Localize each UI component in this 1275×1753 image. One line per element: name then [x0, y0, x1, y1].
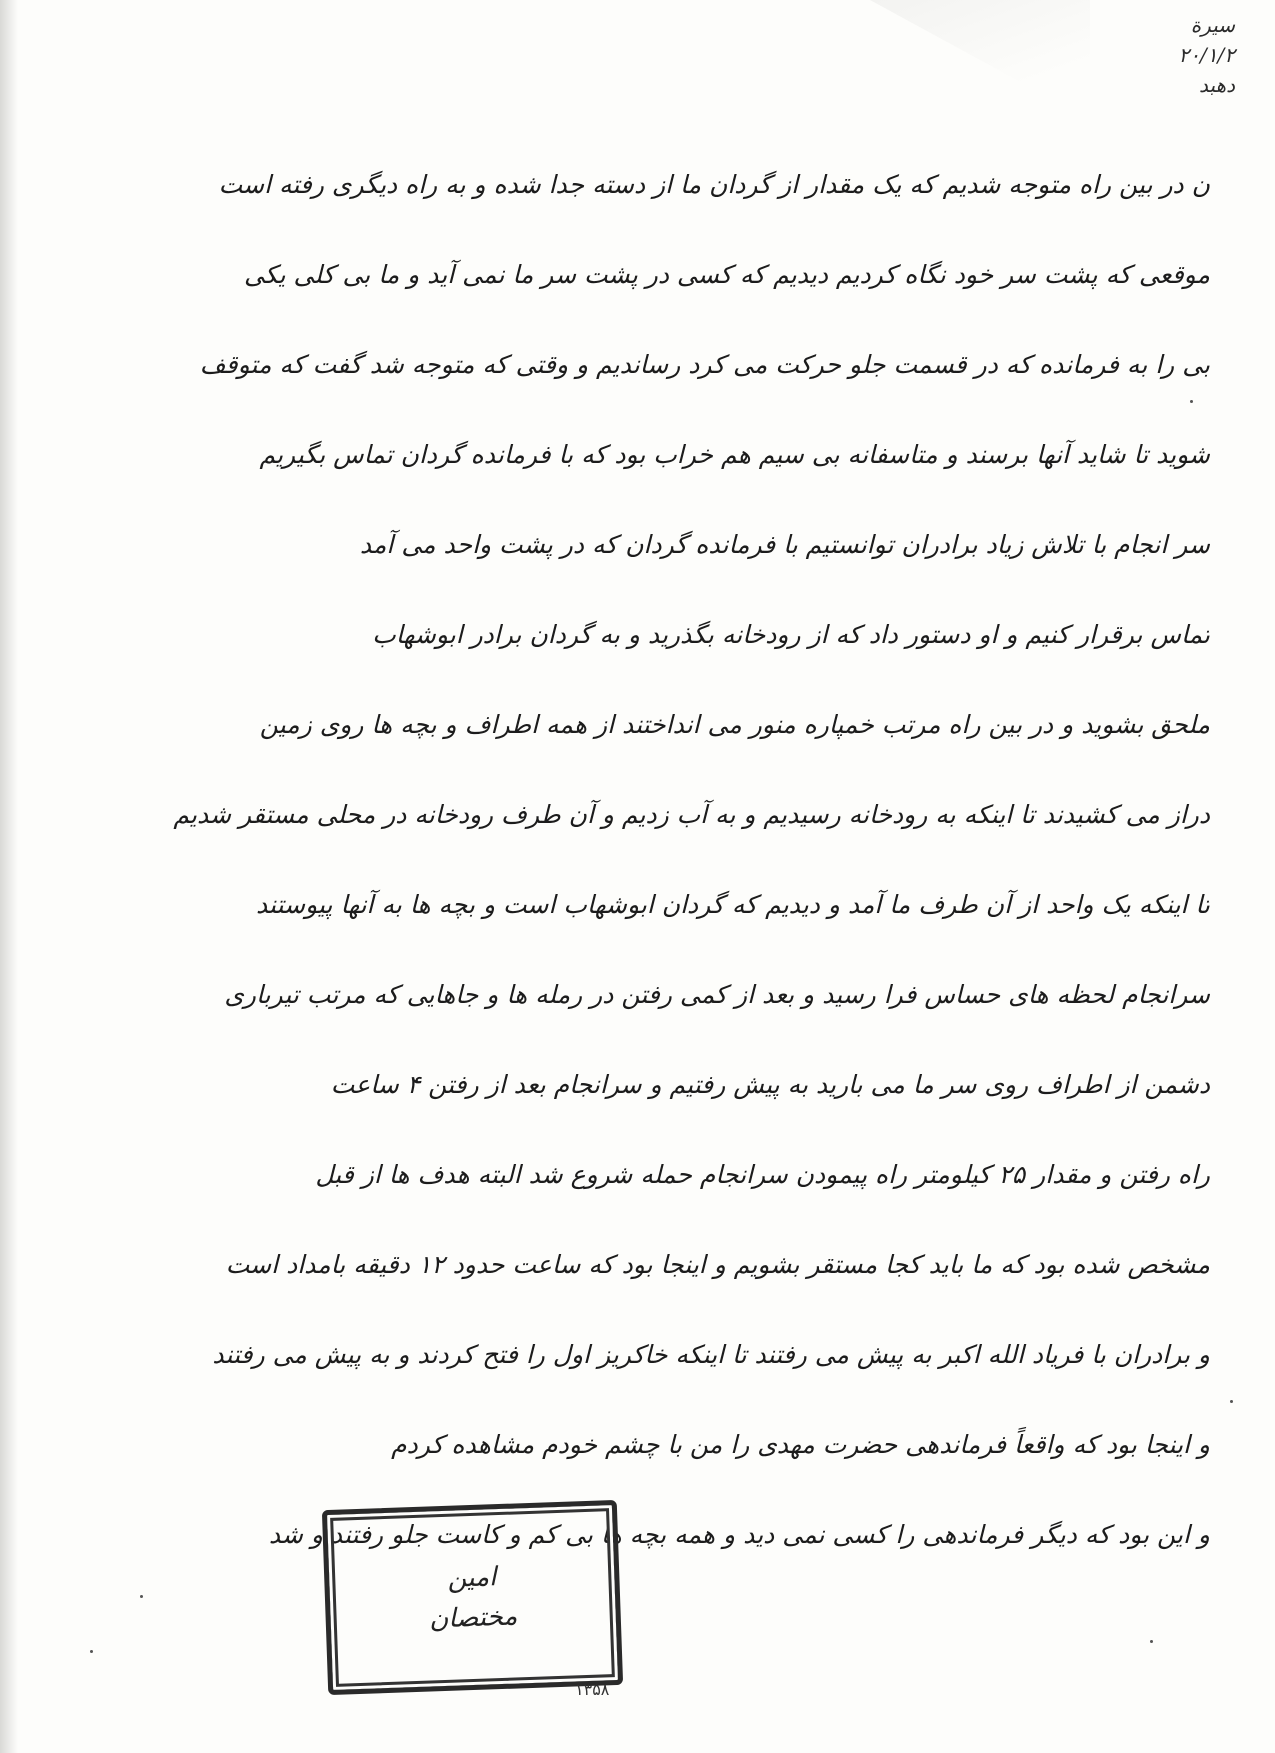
body-line-9: تا اینکه یک واحد از آن طرف ما آمد و دیدیم که گردان ابوشهاب است و بچه ها به آنها پیوستند — [255, 890, 1210, 919]
scan-speck — [1190, 400, 1193, 403]
scan-speck — [140, 1595, 143, 1598]
stamp-year: ۱۳۵۸ — [575, 1680, 610, 1699]
stamp-line-2: مختصان — [428, 1600, 518, 1635]
body-line-12: راه رفتن و مقدار ۲۵ کیلومتر راه پیمودن سرانجام حمله شروع شد البته هدف ها از قبل — [315, 1160, 1210, 1189]
header-line-3: دهبد — [1199, 73, 1235, 97]
body-line-14: و برادران با فریاد الله اکبر به پیش می رفتند تا اینکه خاکریز اول را فتح کردند و به پیش می رفتند — [212, 1340, 1210, 1369]
body-line-4: شوید تا شاید آنها برسند و متاسفانه بی سیم هم خراب بود که با فرمانده گردان تماس بگیریم — [259, 440, 1210, 469]
body-line-13: مشخص شده بود که ما باید کجا مستقر بشویم و اینجا بود که ساعت حدود ۱۲ دقیقه بامداد است — [225, 1250, 1210, 1279]
body-line-7: ملحق بشوید و در بین راه مرتب خمپاره منور می انداختند از همه اطراف و بچه ها روی زمین — [259, 710, 1210, 739]
stamp-line-1: امین — [446, 1561, 497, 1594]
body-line-2: موقعی که پشت سر خود نگاه کردیم دیدیم که کسی در پشت سر ما نمی آید و ما بی کلی یکی — [243, 260, 1210, 289]
body-line-11: دشمن از اطراف روی سر ما می بارید به پیش رفتیم و سرانجام بعد از رفتن ۴ ساعت — [330, 1070, 1210, 1099]
body-line-16: و این بود که دیگر فرماندهی را کسی نمی دید و همه بچه ها بی کم و کاست جلو رفتند و شد — [268, 1520, 1210, 1549]
scan-speck — [90, 1650, 93, 1653]
body-line-6: تماس برقرار کنیم و او دستور داد که از رودخانه بگذرید و به گردان برادر ابوشهاب — [372, 620, 1210, 649]
header-line-2: ۲۰/۱/۲ — [1178, 43, 1235, 67]
scan-speck — [1150, 1640, 1153, 1643]
header-note — [935, 10, 1235, 100]
archive-stamp — [322, 1500, 623, 1695]
body-line-8: دراز می کشیدند تا اینکه به رودخانه رسیدیم و به آب زدیم و آن طرف رودخانه در محلی مستقر شدیم — [173, 800, 1210, 829]
body-line-3: بی را به فرمانده که در قسمت جلو حرکت می کرد رساندیم و وقتی که متوجه شد گفت که متوقف — [199, 350, 1210, 379]
body-line-1: ن در بین راه متوجه شدیم که یک مقدار از گردان ما از دسته جدا شده و به راه دیگری رفته است — [218, 170, 1210, 199]
scan-speck — [1230, 1400, 1233, 1403]
body-line-15: و اینجا بود که واقعاً فرماندهی حضرت مهدی را من با چشم خودم مشاهده کردم — [391, 1430, 1210, 1459]
body-line-10: سرانجام لحظه های حساس فرا رسید و بعد از کمی رفتن در رمله ها و جاهایی که مرتب تیرباری — [224, 980, 1210, 1009]
body-line-5: سر انجام با تلاش زیاد برادران توانستیم با فرمانده گردان که در پشت واحد می آمد — [359, 530, 1210, 559]
page-edge-shadow — [0, 0, 18, 1753]
header-line-1: سیرة — [1190, 13, 1235, 37]
handwritten-body — [170, 140, 1210, 1580]
